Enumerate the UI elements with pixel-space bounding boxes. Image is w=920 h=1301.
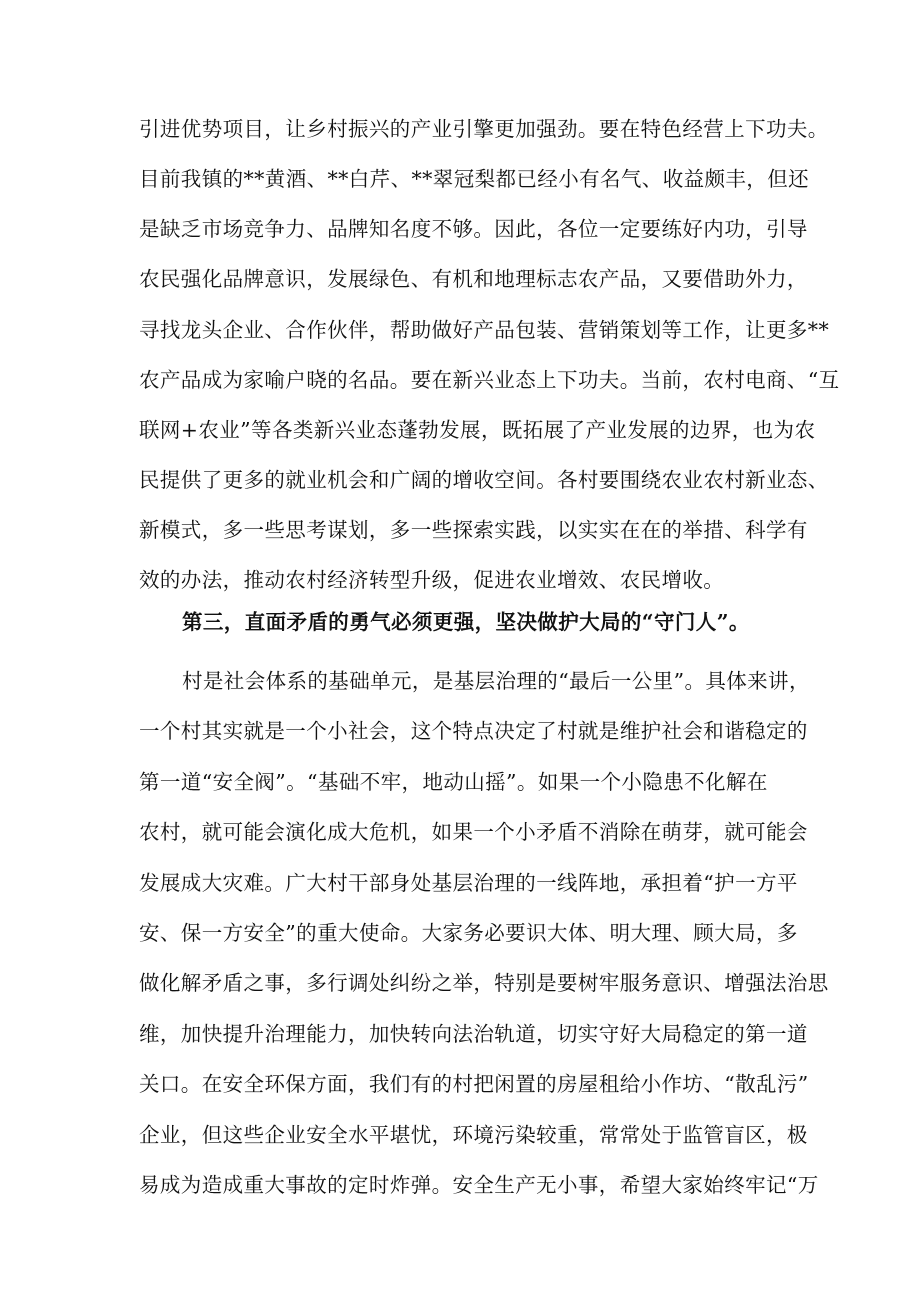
text-line: 引进优势项目，让乡村振兴的产业引擎更加强劲。要在特色经营上下功夫。: [139, 117, 829, 141]
text-line: 做化解矛盾之事，多行调处纠纷之举，特别是要树牢服务意识、增强法治思: [139, 971, 829, 995]
text-line: 发展成大灾难。广大村干部身处基层治理的一线阵地，承担着“护一方平: [139, 871, 798, 895]
text-line: 新模式，多一些思考谋划，多一些探索实践，以实实在在的举措、科学有: [139, 518, 808, 542]
text-line: 目前我镇的**黄酒、**白芹、**翠冠梨都已经小有名气、收益颇丰，但还: [139, 167, 809, 191]
text-line: 效的办法，推动农村经济转型升级，促进农业增效、农民增收。: [139, 568, 725, 592]
text-line: 民提供了更多的就业机会和广阔的增收空间。各村要围绕农业农村新业态、: [139, 468, 829, 492]
text-line: 是缺乏市场竞争力、品牌知名度不够。因此，各位一定要练好内功，引导: [139, 217, 808, 241]
text-line: 安、保一方安全”的重大使命。大家务必要识大体、明大理、顾大局，多: [139, 921, 798, 945]
text-line: 村是社会体系的基础单元，是基层治理的“最后一公里”。具体来讲，: [182, 669, 810, 693]
text-line: 农产品成为家喻户晓的名品。要在新兴业态上下功夫。当前，农村电商、“互: [139, 368, 840, 392]
text-line: 联网+农业”等各类新兴业态蓬勃发展，既拓展了产业发展的边界，也为农: [139, 418, 816, 442]
text-line: 维，加快提升治理能力，加快转向法治轨道，切实守好大局稳定的第一道: [139, 1022, 808, 1046]
text-line: 易成为造成重大事故的定时炸弹。安全生产无小事，希望大家始终牢记“万: [139, 1173, 819, 1197]
section-heading: 第三，直面矛盾的勇气必须更强，坚决做护大局的“守门人”。: [182, 610, 750, 634]
text-line: 企业，但这些企业安全水平堪忧，环境污染较重，常常处于监管盲区，极: [139, 1123, 808, 1147]
text-line: 农民强化品牌意识，发展绿色、有机和地理标志农产品，又要借助外力，: [139, 267, 808, 291]
text-line: 寻找龙头企业、合作伙伴，帮助做好产品包装、营销策划等工作，让更多**: [139, 318, 830, 342]
text-line: 一个村其实就是一个小社会，这个特点决定了村就是维护社会和谐稳定的: [139, 719, 808, 743]
text-line: 关口。在安全环保方面，我们有的村把闲置的房屋租给小作坊、“散乱污”: [139, 1072, 809, 1096]
text-line: 农村，就可能会演化成大危机，如果一个小矛盾不消除在萌芽，就可能会: [139, 820, 808, 844]
text-line: 第一道“安全阀”。“基础不牢，地动山摇”。如果一个小隐患不化解在: [139, 770, 768, 794]
